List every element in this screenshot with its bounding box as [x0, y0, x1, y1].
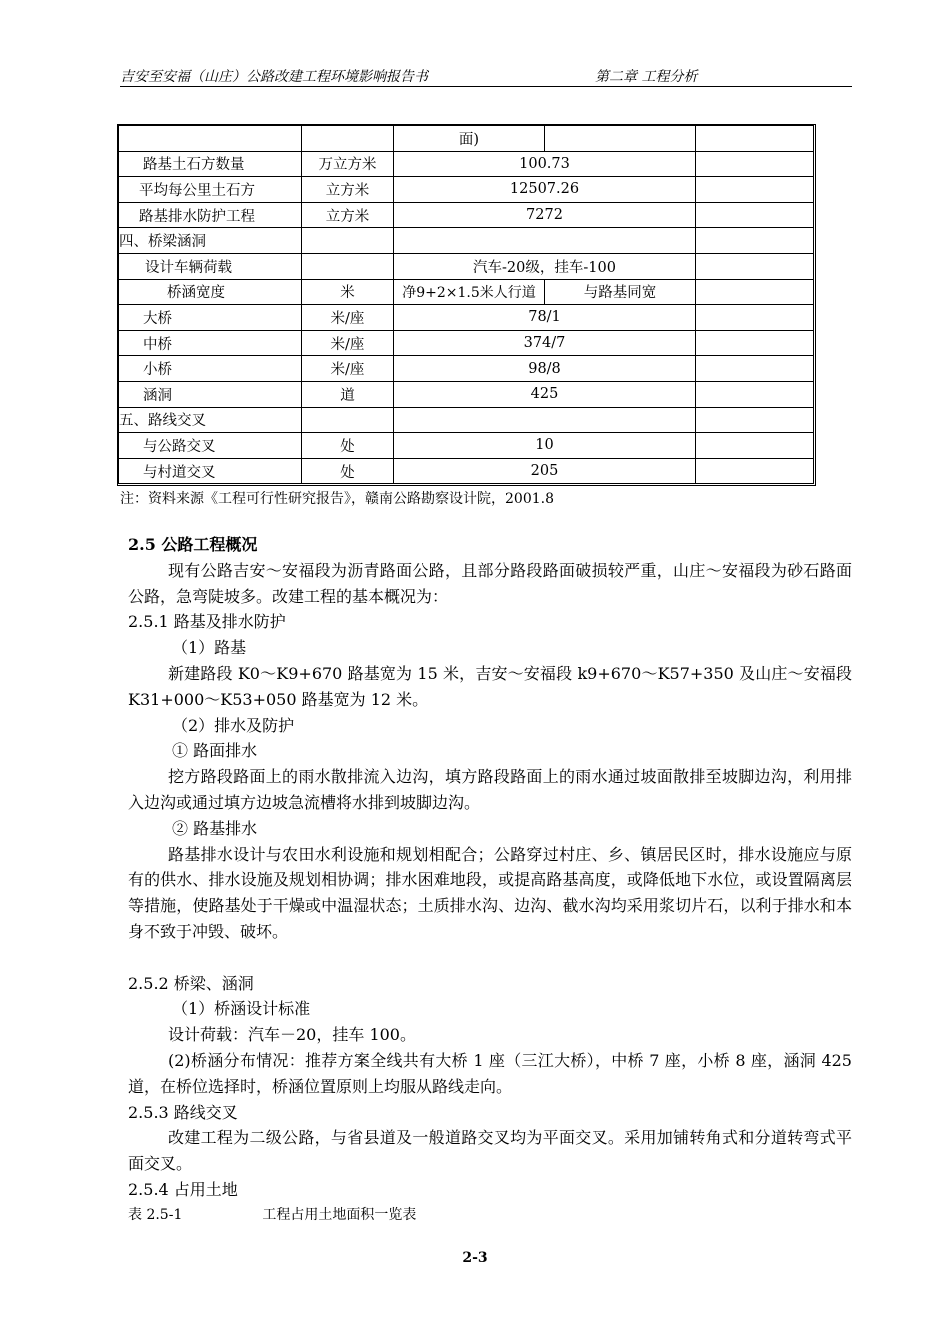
cell-unit: 米 [302, 279, 394, 305]
table-row [119, 458, 814, 484]
cell-unit: 万立方米 [302, 151, 394, 177]
item-heading: （1）桥涵设计标准 [172, 999, 311, 1019]
cell-name: 路基土石方数量 [119, 151, 302, 177]
cell-name [119, 126, 302, 152]
cell-remark [696, 305, 814, 331]
cell-remark [696, 433, 814, 459]
cell-value: 12507.26 [394, 177, 696, 203]
cell-value-2 [545, 126, 696, 152]
table-row [119, 381, 814, 407]
cell-value: 7272 [394, 202, 696, 228]
table-caption [128, 1203, 852, 1229]
cell-remark [696, 126, 814, 152]
item-heading: ② 路基排水 [172, 818, 258, 838]
cell-remark [696, 458, 814, 484]
table-row [119, 253, 814, 279]
cell-value: 汽车-20级，挂车-100 [394, 253, 696, 279]
subsection-heading-2-5-1: 2.5.1 路基及排水防护 [128, 612, 286, 632]
item-heading: （1）路基 [172, 638, 247, 658]
cell-name: 大桥 [119, 305, 302, 331]
cell-unit: 处 [302, 458, 394, 484]
table-row [119, 305, 814, 331]
subsection-heading-2-5-3: 2.5.3 路线交叉 [128, 1102, 238, 1122]
table-caption-number: 表 2.5-1 [128, 1206, 183, 1223]
cell-remark [696, 253, 814, 279]
cell-unit: 米/座 [302, 356, 394, 382]
cell-value-1: 净9+2×1.5米人行道 [394, 279, 545, 305]
cell-name: 平均每公里土石方 [119, 177, 302, 203]
paragraph: 设计荷载：汽车－20，挂车 100。 [168, 1025, 416, 1045]
cell-value: 78/1 [394, 305, 696, 331]
cell-remark [696, 202, 814, 228]
cell-value-1: 面) [394, 126, 545, 152]
cell-remark [696, 407, 814, 433]
table-row [119, 228, 814, 254]
paragraph: 路基排水设计与农田水利设施和规划相配合；公路穿过村庄、乡、镇居民区时，排水设施应与原有的供水、排水设施及规划相协调；排水困难地段，或提高路基高度，或降低地下水位，或设置隔离层等措施，使路基处于干燥或中温湿状态；土质排水沟、边沟、截水沟均采用浆切片石，以利于排水和本身不致于冲毁、破坏。 [128, 844, 852, 941]
paragraph: 挖方路段路面上的雨水散排流入边沟，填方路段路面上的雨水通过坡面散排至坡脚边沟，利用排入边沟或通过填方边坡急流槽将水排到坡脚边沟。 [128, 767, 852, 812]
cell-unit: 立方米 [302, 202, 394, 228]
cell-name: 路基排水防护工程 [119, 202, 302, 228]
cell-name: 设计车辆荷载 [119, 253, 302, 279]
cell-name: 与村道交叉 [119, 458, 302, 484]
cell-value-2: 与路基同宽 [545, 279, 696, 305]
cell-name: 与公路交叉 [119, 433, 302, 459]
cell-remark [696, 228, 814, 254]
cell-value: 100.73 [394, 151, 696, 177]
cell-unit [302, 126, 394, 152]
section-heading: 四、桥梁涵洞 [119, 228, 302, 254]
cell-value [394, 228, 696, 254]
cell-value: 10 [394, 433, 696, 459]
paragraph: 新建路段 K0～K9+670 路基宽为 15 米，吉安～安福段 k9+670～K57+350 及山庄～安福段 K31+000～K53+050 路基宽为 12 米。 [128, 663, 852, 709]
cell-value: 98/8 [394, 356, 696, 382]
cell-remark [696, 279, 814, 305]
cell-unit [302, 407, 394, 433]
table-row [119, 356, 814, 382]
cell-value: 425 [394, 381, 696, 407]
cell-unit: 米/座 [302, 330, 394, 356]
table-row [119, 126, 814, 152]
cell-unit: 道 [302, 381, 394, 407]
cell-name: 小桥 [119, 356, 302, 382]
table-row [119, 202, 814, 228]
item-heading: （2）排水及防护 [172, 715, 295, 735]
blank-line [128, 945, 852, 971]
table-source-note: 注：资料来源《工程可行性研究报告》，赣南公路勘察设计院，2001.8 [120, 491, 554, 507]
table-row [119, 433, 814, 459]
table-row [119, 407, 814, 433]
cell-unit: 处 [302, 433, 394, 459]
header-chapter: 第二章 工程分析 [595, 69, 698, 85]
cell-remark [696, 151, 814, 177]
cell-remark [696, 330, 814, 356]
paragraph: (2)桥涵分布情况：推荐方案全线共有大桥 1 座（三江大桥），中桥 7 座，小桥 8 座，涵洞 425 道，在桥位选择时，桥涵位置原则上均服从路线走向。 [128, 1050, 852, 1096]
cell-unit [302, 228, 394, 254]
page-number: 2-3 [462, 1250, 488, 1266]
paragraph: 现有公路吉安～安福段为沥青路面公路，且部分路段路面破损较严重，山庄～安福段为砂石路面公路，急弯陡坡多。改建工程的基本概况为： [128, 560, 852, 606]
cell-value: 374/7 [394, 330, 696, 356]
cell-remark [696, 381, 814, 407]
table-row [119, 330, 814, 356]
cell-value [394, 407, 696, 433]
table-row [119, 279, 814, 305]
table-row [119, 177, 814, 203]
section-heading-2-5: 2.5 公路工程概况 [128, 535, 258, 554]
cell-name: 桥涵宽度 [119, 279, 302, 305]
cell-unit: 立方米 [302, 177, 394, 203]
document-body [128, 532, 852, 1229]
table-caption-title: 工程占用土地面积一览表 [262, 1206, 417, 1223]
cell-unit: 米/座 [302, 305, 394, 331]
page-header [120, 64, 852, 87]
section-heading: 五、路线交叉 [119, 407, 302, 433]
cell-remark [696, 356, 814, 382]
cell-unit [302, 253, 394, 279]
cell-value: 205 [394, 458, 696, 484]
paragraph: 改建工程为二级公路，与省县道及一般道路交叉均为平面交叉。采用加铺转角式和分道转弯式平面交叉。 [128, 1128, 852, 1174]
item-heading: ① 路面排水 [172, 741, 258, 761]
cell-name: 中桥 [119, 330, 302, 356]
header-report-title: 吉安至安福（山庄）公路改建工程环境影响报告书 [120, 69, 428, 85]
cell-name: 涵洞 [119, 381, 302, 407]
subsection-heading-2-5-2: 2.5.2 桥梁、涵洞 [128, 973, 254, 993]
cell-remark [696, 177, 814, 203]
table-row [119, 151, 814, 177]
subsection-heading-2-5-4: 2.5.4 占用土地 [128, 1179, 238, 1199]
engineering-spec-table [118, 125, 814, 484]
